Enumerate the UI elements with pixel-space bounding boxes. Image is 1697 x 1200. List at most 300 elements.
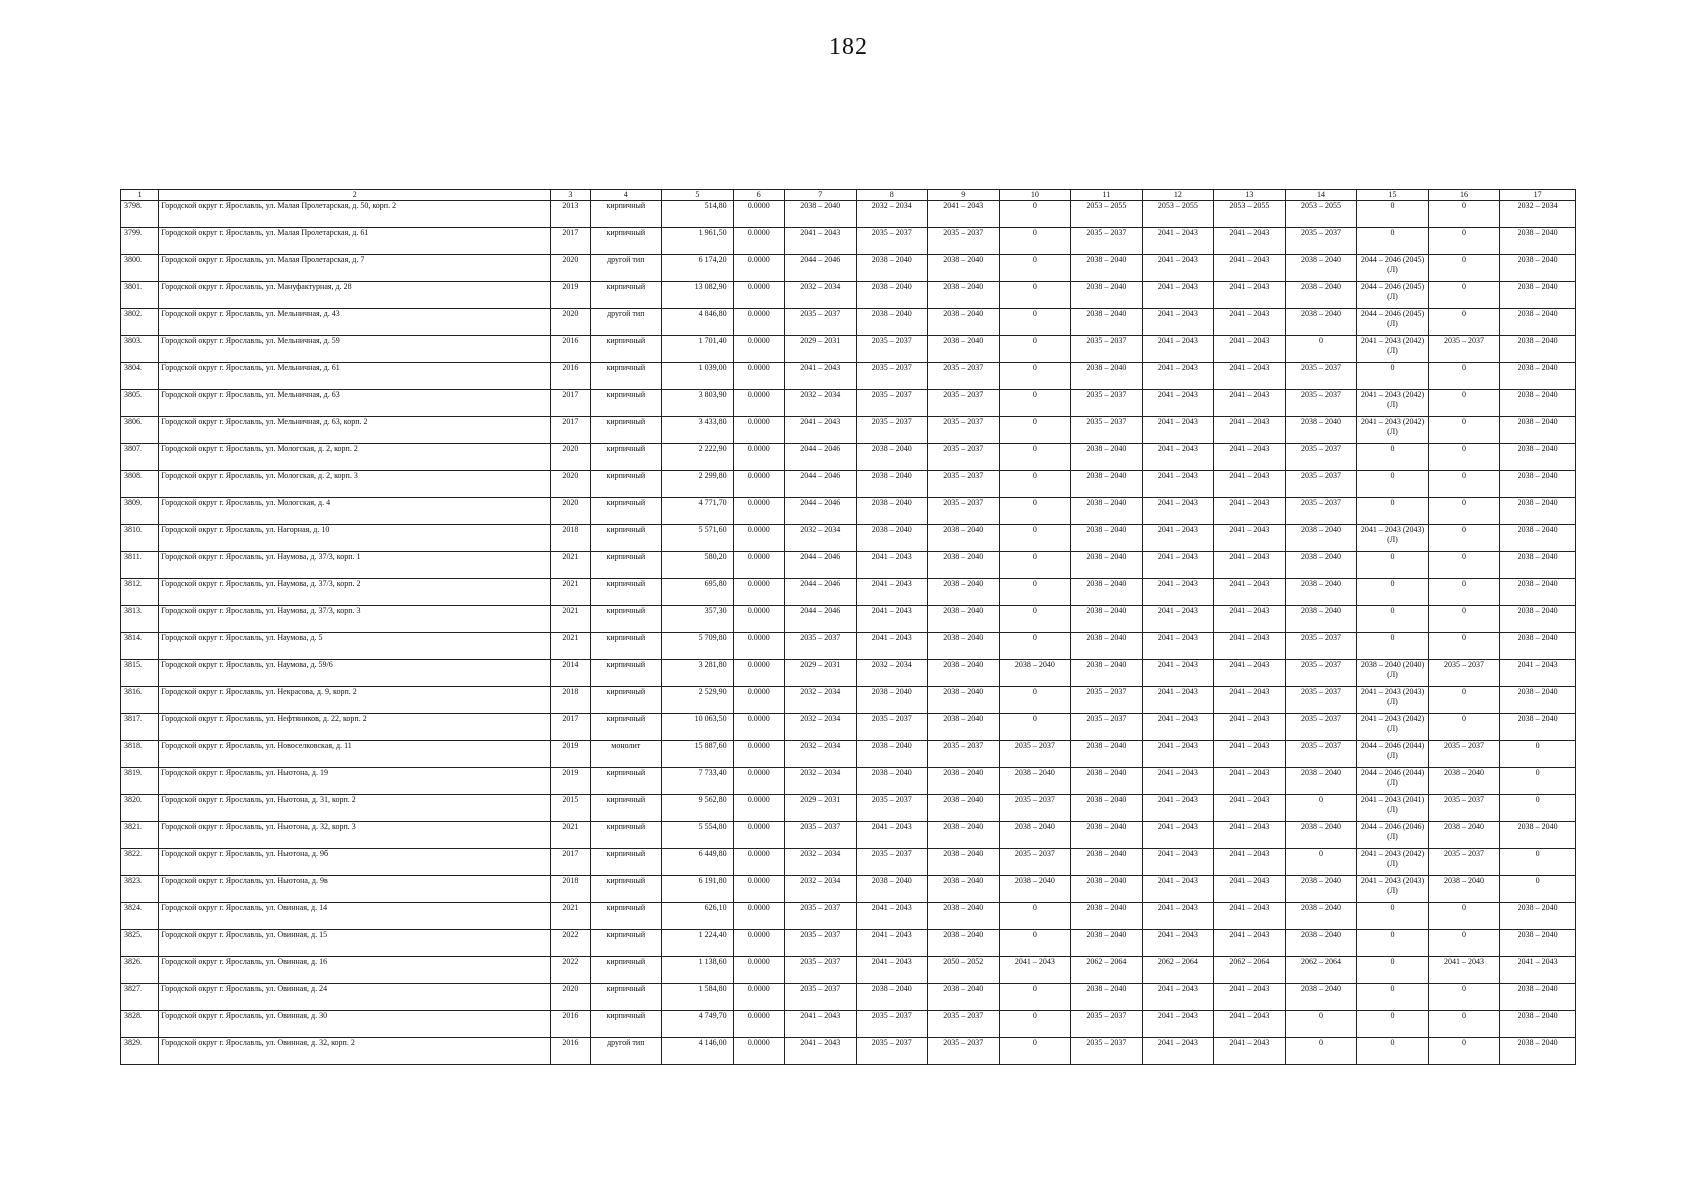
table-cell: 2038 – 2040 [928, 660, 1000, 687]
table-cell: 0 [1500, 768, 1576, 795]
table-row [121, 957, 1576, 984]
table-cell: 2041 – 2043 (2042) (Л) [1357, 336, 1429, 363]
table-row [121, 741, 1576, 768]
table-cell: 2029 – 2031 [784, 336, 856, 363]
table-cell: 0.0000 [733, 201, 784, 228]
table-cell: 2041 – 2043 [1142, 390, 1214, 417]
table-cell: 2044 – 2046 (2044) (Л) [1357, 768, 1429, 795]
table-cell: 2017 [551, 417, 590, 444]
table-cell: Городской округ г. Ярославль, ул. Мологская, д. 4 [159, 498, 551, 525]
table-cell: 3808. [121, 471, 159, 498]
table-cell: 2041 – 2043 [1142, 741, 1214, 768]
table-cell: 1 039,00 [662, 363, 734, 390]
table-cell: 1 224,40 [662, 930, 734, 957]
table-cell: 2018 [551, 525, 590, 552]
table-cell: 2035 – 2037 [1071, 228, 1143, 255]
table-cell: 2038 – 2040 [1500, 255, 1576, 282]
table-cell: 0 [1357, 1038, 1429, 1065]
table-cell: 2032 – 2034 [1500, 201, 1576, 228]
table-cell: 2038 – 2040 [856, 255, 928, 282]
table-cell: 0.0000 [733, 714, 784, 741]
table-cell: 2038 – 2040 [928, 336, 1000, 363]
table-cell: кирпичный [590, 930, 662, 957]
table-cell: 2038 – 2040 [1285, 984, 1357, 1011]
table-cell: 0 [999, 390, 1071, 417]
table-cell: 2038 – 2040 [1500, 498, 1576, 525]
table-cell: 2041 – 2043 [1142, 930, 1214, 957]
table-cell: 0.0000 [733, 309, 784, 336]
table-cell: 4 749,70 [662, 1011, 734, 1038]
table-cell: 2038 – 2040 [1071, 876, 1143, 903]
table-cell: 0 [999, 336, 1071, 363]
table-cell: 2035 – 2037 [784, 984, 856, 1011]
column-header: 17 [1500, 190, 1576, 201]
column-header: 5 [662, 190, 734, 201]
table-cell: 0 [1428, 984, 1500, 1011]
table-cell: 2035 – 2037 [784, 309, 856, 336]
table-cell: 2038 – 2040 [1285, 552, 1357, 579]
table-cell: 3817. [121, 714, 159, 741]
table-cell: 2038 – 2040 [1071, 606, 1143, 633]
table-row [121, 579, 1576, 606]
table-cell: 0 [999, 984, 1071, 1011]
table-cell: 2038 – 2040 [1285, 930, 1357, 957]
table-cell: 2035 – 2037 [1071, 1038, 1143, 1065]
table-cell: 3814. [121, 633, 159, 660]
table-cell: 2044 – 2046 [784, 498, 856, 525]
table-row [121, 201, 1576, 228]
table-cell: 0 [1357, 444, 1429, 471]
table-cell: кирпичный [590, 201, 662, 228]
table-cell: Городской округ г. Ярославль, ул. Овинная, д. 24 [159, 984, 551, 1011]
table-row [121, 498, 1576, 525]
table-cell: 2038 – 2040 [1428, 822, 1500, 849]
table-cell: 2038 – 2040 [1285, 876, 1357, 903]
table-cell: 2022 [551, 957, 590, 984]
table-cell: 2041 – 2043 (2042) (Л) [1357, 390, 1429, 417]
column-header: 16 [1428, 190, 1500, 201]
table-cell: 0 [999, 714, 1071, 741]
table-cell: кирпичный [590, 849, 662, 876]
table-cell: 2038 – 2040 [1071, 282, 1143, 309]
table-cell: 0 [1357, 471, 1429, 498]
table-cell: кирпичный [590, 579, 662, 606]
table-cell: 0 [1428, 903, 1500, 930]
table-cell: 2032 – 2034 [784, 714, 856, 741]
table-cell: 2041 – 2043 (2043) (Л) [1357, 525, 1429, 552]
table-cell: 6 449,80 [662, 849, 734, 876]
table-cell: 2041 – 2043 [1214, 903, 1286, 930]
table-cell: 2038 – 2040 [1071, 849, 1143, 876]
table-row [121, 255, 1576, 282]
table-cell: кирпичный [590, 660, 662, 687]
table-cell: 3811. [121, 552, 159, 579]
table-cell: 2035 – 2037 [1428, 795, 1500, 822]
table-cell: 2019 [551, 741, 590, 768]
table-cell: 2062 – 2064 [1214, 957, 1286, 984]
table-cell: 2041 – 2043 [856, 957, 928, 984]
table-cell: Городской округ г. Ярославль, ул. Ньютона, д. 32, корп. 3 [159, 822, 551, 849]
table-cell: Городской округ г. Ярославль, ул. Овинная, д. 16 [159, 957, 551, 984]
table-cell: 2035 – 2037 [1285, 363, 1357, 390]
table-cell: 2032 – 2034 [784, 390, 856, 417]
table-cell: 2044 – 2046 (2046) (Л) [1357, 822, 1429, 849]
table-cell: 3802. [121, 309, 159, 336]
table-cell: 2035 – 2037 [784, 930, 856, 957]
table-cell: 3798. [121, 201, 159, 228]
table-cell: Городской округ г. Ярославль, ул. Овинная, д. 15 [159, 930, 551, 957]
table-cell: 2038 – 2040 [1500, 579, 1576, 606]
table-cell: 2041 – 2043 [1142, 309, 1214, 336]
table-cell: 2041 – 2043 [1214, 336, 1286, 363]
column-header: 4 [590, 190, 662, 201]
table-cell: 0 [1428, 606, 1500, 633]
table-cell: 0.0000 [733, 417, 784, 444]
table-row [121, 660, 1576, 687]
table-cell: 2053 – 2055 [1071, 201, 1143, 228]
table-row [121, 471, 1576, 498]
table-cell: 0 [1428, 444, 1500, 471]
table-cell: 2035 – 2037 [1285, 714, 1357, 741]
table-cell: 514,80 [662, 201, 734, 228]
table-cell: 2038 – 2040 [1500, 471, 1576, 498]
table-cell: 2041 – 2043 [1142, 1038, 1214, 1065]
table-cell: 2035 – 2037 [1285, 228, 1357, 255]
table-cell: 2041 – 2043 [1142, 606, 1214, 633]
table-cell: 2035 – 2037 [784, 957, 856, 984]
table-cell: Городской округ г. Ярославль, ул. Мельничная, д. 61 [159, 363, 551, 390]
table-cell: 695,80 [662, 579, 734, 606]
table-cell: 2032 – 2034 [784, 768, 856, 795]
table-cell: кирпичный [590, 606, 662, 633]
table-cell: 2038 – 2040 [1500, 822, 1576, 849]
page-number: 182 [829, 34, 868, 60]
table-cell: 2021 [551, 822, 590, 849]
table-cell: 2038 – 2040 [1285, 768, 1357, 795]
table-cell: 3823. [121, 876, 159, 903]
table-cell: 0 [1428, 390, 1500, 417]
table-cell: 2041 – 2043 [1214, 633, 1286, 660]
table-cell: 2038 – 2040 [1500, 363, 1576, 390]
table-cell: 2041 – 2043 [1214, 390, 1286, 417]
table-cell: 4 846,80 [662, 309, 734, 336]
table-cell: 2035 – 2037 [1071, 390, 1143, 417]
table-cell: кирпичный [590, 795, 662, 822]
table-cell: 2038 – 2040 [1500, 417, 1576, 444]
table-row [121, 417, 1576, 444]
table-cell: 2035 – 2037 [856, 228, 928, 255]
table-cell: 2041 – 2043 [1142, 1011, 1214, 1038]
table-cell: 2041 – 2043 [1142, 768, 1214, 795]
table-cell: 2041 – 2043 [1142, 255, 1214, 282]
table-cell: кирпичный [590, 444, 662, 471]
table-cell: 2041 – 2043 [1142, 633, 1214, 660]
table-row [121, 336, 1576, 363]
table-cell: 357,30 [662, 606, 734, 633]
table-cell: 2038 – 2040 [1500, 444, 1576, 471]
table-cell: 0 [1428, 714, 1500, 741]
table-cell: 2041 – 2043 [1214, 606, 1286, 633]
table-cell: кирпичный [590, 228, 662, 255]
table-cell: кирпичный [590, 714, 662, 741]
table-cell: 2035 – 2037 [928, 390, 1000, 417]
table-cell: 2038 – 2040 [928, 768, 1000, 795]
table-cell: 2038 – 2040 [784, 201, 856, 228]
table-cell: 2038 – 2040 [928, 714, 1000, 741]
table-cell: 2038 – 2040 [1285, 525, 1357, 552]
table-cell: кирпичный [590, 903, 662, 930]
table-cell: 2041 – 2043 [856, 606, 928, 633]
table-cell: 2038 – 2040 [1500, 984, 1576, 1011]
table-cell: 5 554,80 [662, 822, 734, 849]
table-cell: 0 [999, 525, 1071, 552]
table-cell: 0.0000 [733, 579, 784, 606]
table-cell: 2041 – 2043 [784, 1038, 856, 1065]
table-cell: 2038 – 2040 [1500, 525, 1576, 552]
table-cell: 4 771,70 [662, 498, 734, 525]
table-cell: 2041 – 2043 [1214, 363, 1286, 390]
table-cell: 2035 – 2037 [928, 228, 1000, 255]
table-cell: 2019 [551, 768, 590, 795]
table-cell: 0.0000 [733, 741, 784, 768]
table-cell: 9 562,80 [662, 795, 734, 822]
table-cell: 0 [1285, 795, 1357, 822]
table-cell: 2038 – 2040 [1071, 930, 1143, 957]
table-cell: 2035 – 2037 [928, 363, 1000, 390]
table-cell: 2038 – 2040 [1500, 1011, 1576, 1038]
table-cell: 2038 – 2040 [856, 282, 928, 309]
table-cell: 2038 – 2040 [1285, 903, 1357, 930]
table-cell: 0 [999, 282, 1071, 309]
table-cell: 2041 – 2043 [1214, 228, 1286, 255]
table-cell: 2041 – 2043 [1142, 336, 1214, 363]
table-cell: 0 [999, 903, 1071, 930]
table-cell: 2038 – 2040 [1071, 552, 1143, 579]
table-cell: 2038 – 2040 [1071, 660, 1143, 687]
table-cell: 2038 – 2040 [999, 822, 1071, 849]
table-cell: 3819. [121, 768, 159, 795]
table-cell: Городской округ г. Ярославль, ул. Ньютона, д. 19 [159, 768, 551, 795]
table-cell: 2038 – 2040 [1500, 309, 1576, 336]
table-cell: 3815. [121, 660, 159, 687]
table-cell: 3806. [121, 417, 159, 444]
table-cell: 2041 – 2043 [856, 633, 928, 660]
table-cell: 2035 – 2037 [784, 822, 856, 849]
column-header: 8 [856, 190, 928, 201]
table-cell: 2035 – 2037 [999, 795, 1071, 822]
table-cell: 0 [1357, 552, 1429, 579]
table-cell: 0 [1500, 876, 1576, 903]
table-cell: 2038 – 2040 [1428, 876, 1500, 903]
table-cell: 3826. [121, 957, 159, 984]
table-cell: 2038 – 2040 [1500, 606, 1576, 633]
column-header: 9 [928, 190, 1000, 201]
table-row [121, 903, 1576, 930]
table-cell: 2041 – 2043 [1142, 417, 1214, 444]
table-row [121, 687, 1576, 714]
table-cell: 2038 – 2040 [1285, 417, 1357, 444]
table-cell: 2041 – 2043 [1214, 714, 1286, 741]
table-cell: 2038 – 2040 [999, 876, 1071, 903]
table-cell: кирпичный [590, 876, 662, 903]
table-cell: 2041 – 2043 [1214, 1011, 1286, 1038]
table-cell: 2038 – 2040 [928, 849, 1000, 876]
table-cell: 2044 – 2046 [784, 255, 856, 282]
table-cell: 2018 [551, 876, 590, 903]
table-cell: 2041 – 2043 [784, 1011, 856, 1038]
table-cell: 2041 – 2043 [1214, 579, 1286, 606]
table-cell: 2041 – 2043 [856, 822, 928, 849]
table-row [121, 552, 1576, 579]
table-cell: 2041 – 2043 [1142, 363, 1214, 390]
table-cell: 2038 – 2040 [1071, 984, 1143, 1011]
table-cell: 10 063,50 [662, 714, 734, 741]
table-cell: 2044 – 2046 [784, 579, 856, 606]
table-cell: 2038 – 2040 [1285, 255, 1357, 282]
table-cell: 3827. [121, 984, 159, 1011]
table-cell: другой тип [590, 255, 662, 282]
table-cell: 2035 – 2037 [928, 1011, 1000, 1038]
table-cell: 2016 [551, 336, 590, 363]
table-row [121, 606, 1576, 633]
table-cell: 2017 [551, 714, 590, 741]
table-cell: 2032 – 2034 [856, 660, 928, 687]
table-cell: 2038 – 2040 [999, 660, 1071, 687]
table-cell: 2041 – 2043 [1142, 579, 1214, 606]
table-cell: 2041 – 2043 [1142, 282, 1214, 309]
table-cell: 0 [999, 255, 1071, 282]
table-cell: 2041 – 2043 [1142, 498, 1214, 525]
table-cell: 2035 – 2037 [1071, 714, 1143, 741]
table-cell: 2041 – 2043 [1214, 930, 1286, 957]
table-cell: Городской округ г. Ярославль, ул. Наумова, д. 37/3, корп. 1 [159, 552, 551, 579]
table-cell: 0 [1357, 903, 1429, 930]
table-cell: Городской округ г. Ярославль, ул. Мельничная, д. 63 [159, 390, 551, 417]
table-row [121, 984, 1576, 1011]
table-cell: Городской округ г. Ярославль, ул. Наумова, д. 37/3, корп. 2 [159, 579, 551, 606]
table-cell: 0.0000 [733, 228, 784, 255]
table-cell: кирпичный [590, 633, 662, 660]
table-cell: 2038 – 2040 [928, 579, 1000, 606]
table-cell: 2035 – 2037 [999, 741, 1071, 768]
table-cell: 0 [1428, 282, 1500, 309]
table-cell: 2032 – 2034 [784, 741, 856, 768]
table-cell: 0 [1428, 255, 1500, 282]
table-row [121, 309, 1576, 336]
table-cell: 3825. [121, 930, 159, 957]
table-row [121, 930, 1576, 957]
table-cell: 0 [1428, 579, 1500, 606]
table-cell: 2041 – 2043 [1214, 282, 1286, 309]
table-cell: 2038 – 2040 [928, 552, 1000, 579]
table-cell: 0.0000 [733, 876, 784, 903]
table-cell: 2021 [551, 579, 590, 606]
table-cell: 0 [1428, 498, 1500, 525]
table-cell: 2041 – 2043 [1142, 849, 1214, 876]
table-cell: 0.0000 [733, 633, 784, 660]
table-cell: Городской округ г. Ярославль, ул. Ньютона, д. 9в [159, 876, 551, 903]
table-cell: 2041 – 2043 [1214, 822, 1286, 849]
table-cell: 2062 – 2064 [1142, 957, 1214, 984]
table-cell: 2038 – 2040 [856, 444, 928, 471]
table-cell: 0 [1357, 984, 1429, 1011]
table-cell: 2038 – 2040 [1500, 930, 1576, 957]
table-cell: Городской округ г. Ярославль, ул. Ньютона, д. 31, корп. 2 [159, 795, 551, 822]
table-cell: кирпичный [590, 822, 662, 849]
table-cell: 1 138,60 [662, 957, 734, 984]
table-cell: 2038 – 2040 [1071, 633, 1143, 660]
table-cell: 2038 – 2040 [856, 498, 928, 525]
table-cell: 2038 – 2040 [1071, 822, 1143, 849]
table-cell: 1 961,50 [662, 228, 734, 255]
table-cell: 3818. [121, 741, 159, 768]
table-cell: 2020 [551, 309, 590, 336]
table-cell: 2044 – 2046 [784, 552, 856, 579]
table-cell: кирпичный [590, 525, 662, 552]
table-cell: 2032 – 2034 [784, 687, 856, 714]
table-cell: 2041 – 2043 [928, 201, 1000, 228]
table-cell: 2041 – 2043 [1142, 795, 1214, 822]
table-cell: Городской округ г. Ярославль, ул. Мануфактурная, д. 28 [159, 282, 551, 309]
table-row [121, 1011, 1576, 1038]
table-cell: Городской округ г. Ярославль, ул. Малая Пролетарская, д. 50, корп. 2 [159, 201, 551, 228]
table-cell: 2019 [551, 282, 590, 309]
table-cell: 2044 – 2046 (2045) (Л) [1357, 255, 1429, 282]
table-cell: 0 [999, 687, 1071, 714]
table-cell: 2038 – 2040 [1500, 714, 1576, 741]
table-cell: 2041 – 2043 [1142, 471, 1214, 498]
table-cell: 2041 – 2043 [1142, 822, 1214, 849]
table-body [121, 201, 1576, 1065]
table-cell: 0.0000 [733, 363, 784, 390]
table-cell: 2016 [551, 1038, 590, 1065]
table-cell: 2041 – 2043 (2042) (Л) [1357, 849, 1429, 876]
table-cell: монолит [590, 741, 662, 768]
table-cell: Городской округ г. Ярославль, ул. Малая Пролетарская, д. 7 [159, 255, 551, 282]
table-cell: 3801. [121, 282, 159, 309]
table-cell: 2032 – 2034 [784, 282, 856, 309]
table-cell: 2041 – 2043 [1214, 525, 1286, 552]
table-cell: 2038 – 2040 [1071, 741, 1143, 768]
table-cell: 2041 – 2043 [1214, 471, 1286, 498]
table-cell: 2041 – 2043 [1214, 417, 1286, 444]
table-cell: кирпичный [590, 498, 662, 525]
table-row [121, 795, 1576, 822]
table-cell: 2029 – 2031 [784, 795, 856, 822]
table-cell: Городской округ г. Ярославль, ул. Новоселковская, д. 11 [159, 741, 551, 768]
table-cell: 0 [1500, 849, 1576, 876]
table-cell: Городской округ г. Ярославль, ул. Наумова, д. 59/6 [159, 660, 551, 687]
table-cell: 2044 – 2046 [784, 606, 856, 633]
table-cell: 0 [1428, 1011, 1500, 1038]
table-cell: 2035 – 2037 [1071, 417, 1143, 444]
table-row [121, 849, 1576, 876]
table-cell: 2041 – 2043 [1142, 525, 1214, 552]
column-header: 13 [1214, 190, 1286, 201]
table-cell: 0.0000 [733, 282, 784, 309]
table-row [121, 525, 1576, 552]
table-cell: 0 [999, 633, 1071, 660]
table-cell: 2035 – 2037 [1285, 471, 1357, 498]
table-cell: 2038 – 2040 [928, 795, 1000, 822]
table-cell: 2035 – 2037 [1285, 633, 1357, 660]
table-cell: 0 [1285, 849, 1357, 876]
table-cell: 0 [1357, 363, 1429, 390]
table-cell: кирпичный [590, 336, 662, 363]
table-cell: 2041 – 2043 [1214, 795, 1286, 822]
table-cell: 2035 – 2037 [856, 1038, 928, 1065]
table-cell: 2038 – 2040 [928, 930, 1000, 957]
